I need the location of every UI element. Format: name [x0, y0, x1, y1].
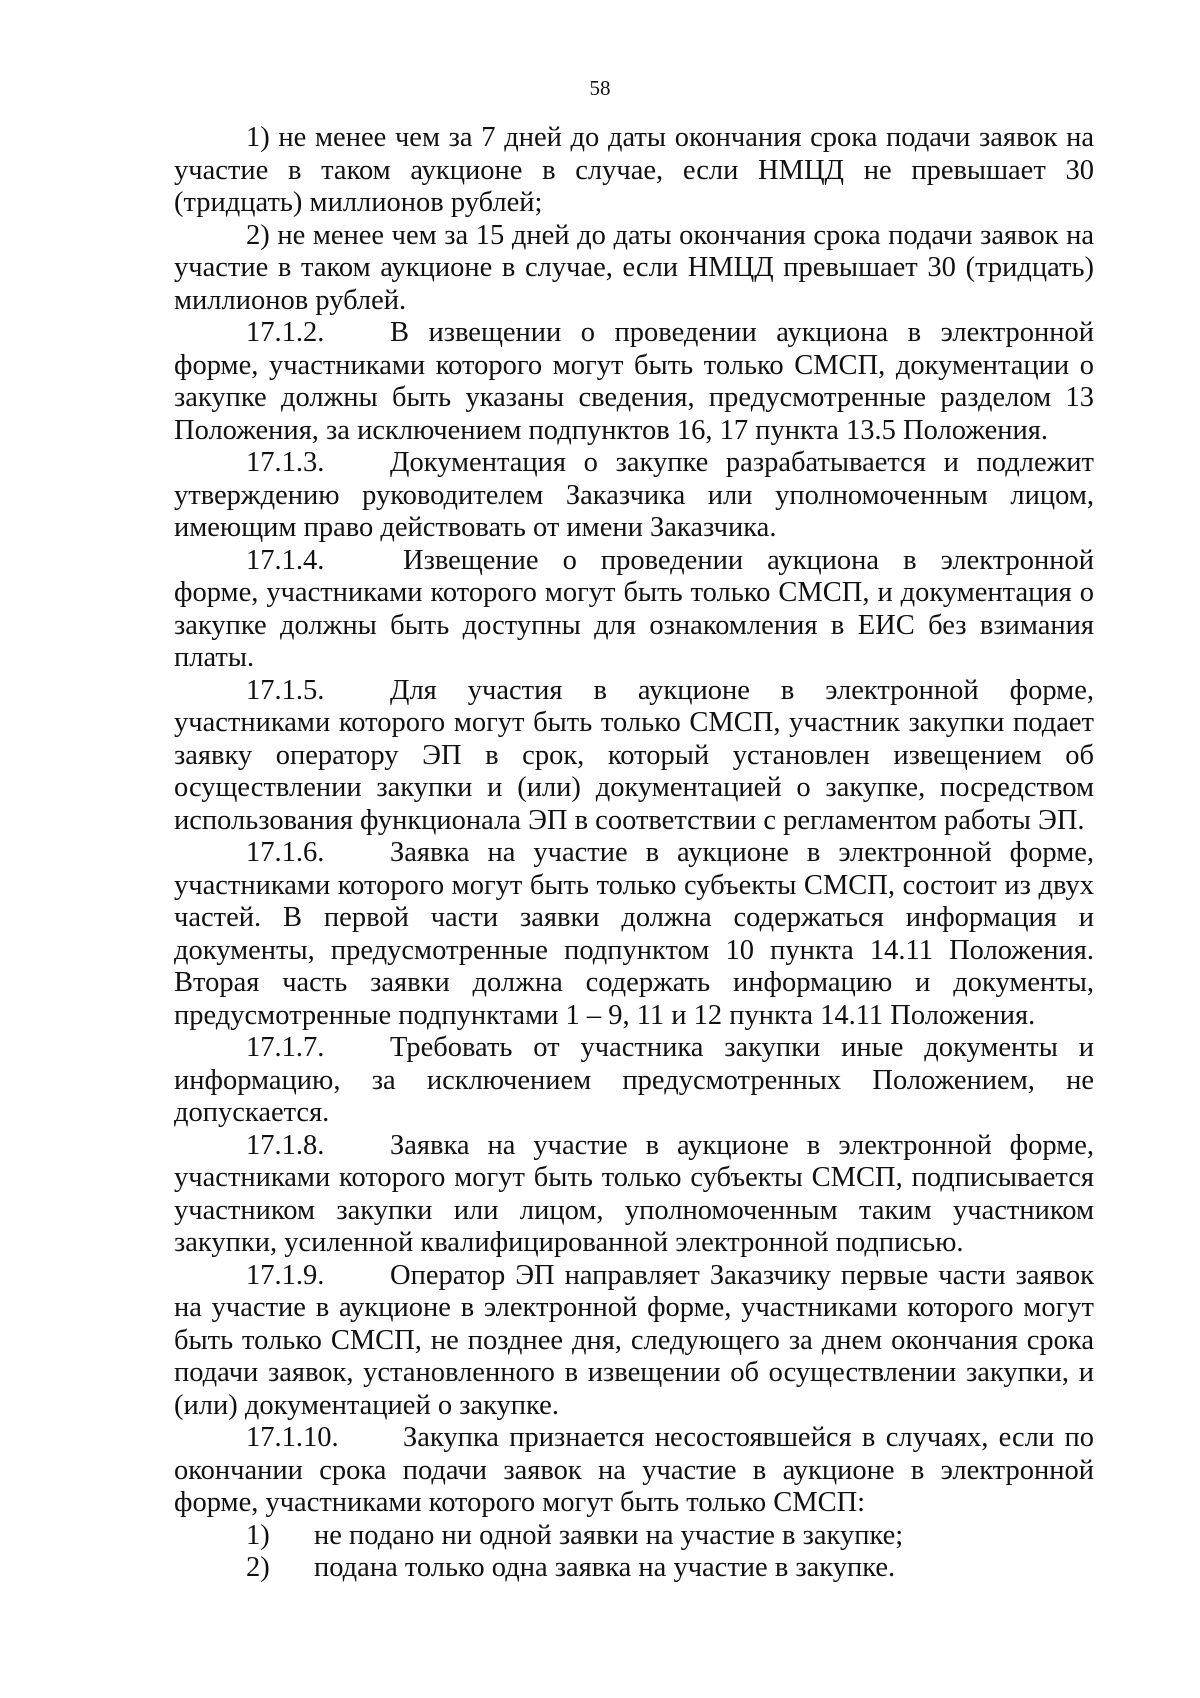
list-item [174, 1552, 1094, 1585]
document-body [174, 122, 1094, 1585]
clause-17-1-7 [174, 1032, 1094, 1130]
page-number: 58 [589, 76, 611, 100]
clause-17-1-6 [174, 837, 1094, 1032]
clause-text: Для участия в аукционе в электронной форме, участниками которого могут быть только СМСП, участник закупки подает заявку оператору ЭП в срок, который установлен извещением об осуществлении закупки и (или) документацией о закупке, посредством использования функционала ЭП в соответствии с регламентом работы ЭП. [174, 674, 1094, 836]
clause-17-1-5 [174, 675, 1094, 838]
clause-number: 17.1.8. [246, 1129, 325, 1161]
clause-text: В извещении о проведении аукциона в электронной форме, участниками которого могут быть только СМСП, документации о закупке должны быть указаны сведения, предусмотренные разделом 13 Положения, за исключением подпунктов 16, 17 пункта 13.5 Положения. [174, 317, 1094, 446]
clause-text: Оператор ЭП направляет Заказчику первые части заявок на участие в аукционе в электронной форме, участниками которого могут быть только СМСП, не позднее дня, следующего за днем окончания срока подачи заявок, установленного в извещении об осуществлении закупки, и (или) документацией о закупке. [174, 1259, 1094, 1421]
clause-number: 17.1.2. [246, 317, 325, 348]
list-item-number: 2) [246, 1552, 270, 1583]
clause-number: 17.1.9. [246, 1259, 325, 1291]
clause-17-1-10 [174, 1422, 1094, 1520]
list-item-text: подана только одна заявка на участие в закупке. [314, 1552, 896, 1583]
clause-number: 17.1.10. [246, 1422, 339, 1453]
paragraph-2: 2) не менее чем за 15 дней до даты окончания срока подачи заявок на участие в таком аукционе в случае, если НМЦД превышает 30 (тридцать) миллионов рублей. [174, 219, 1094, 316]
clause-text: Требовать от участника закупки иные документы и информацию, за исключением предусмотренных Положением, не допускается. [174, 1032, 1094, 1128]
clause-17-1-2 [174, 317, 1094, 447]
clause-text: Извещение о проведении аукциона в электронной форме, участниками которого могут быть только СМСП, и документация о закупке должны быть доступны для ознакомления в ЕИС без взимания платы. [174, 544, 1094, 673]
list-item-text: не подано ни одной заявки на участие в закупке; [314, 1519, 904, 1551]
clause-text: Закупка признается несостоявшейся в случаях, если по окончании срока подачи заявок на участие в аукционе в электронной форме, участниками которого могут быть только СМСП: [174, 1422, 1094, 1518]
clause-number: 17.1.5. [246, 674, 325, 706]
list-item [174, 1520, 1094, 1553]
clause-text: Документация о закупке разрабатывается и подлежит утверждению руководителем Заказчика или уполномоченным лицом, имеющим право действовать от имени Заказчика. [174, 447, 1094, 543]
clause-text: Заявка на участие в аукционе в электронной форме, участниками которого могут быть только субъекты СМСП, состоит из двух частей. В первой части заявки должна содержаться информация и документы, предусмотренные подпунктом 10 пункта 14.11 Положения. Вторая часть заявки должна содержать информацию и документы, предусмотренные подпунктами 1 – 9, 11 и 12 пункта 14.11 Положения. [174, 837, 1094, 1031]
clause-17-1-8 [174, 1130, 1094, 1260]
clause-17-1-4 [174, 545, 1094, 675]
clause-17-1-3 [174, 447, 1094, 545]
paragraph-1: 1) не менее чем за 7 дней до даты окончания срока подачи заявок на участие в таком аукционе в случае, если НМЦД не превышает 30 (тридцать) миллионов рублей; [174, 122, 1094, 218]
clause-number: 17.1.4. [246, 544, 325, 576]
clause-text: Заявка на участие в аукционе в электронной форме, участниками которого могут быть только субъекты СМСП, подписывается участником закупки или лицом, уполномоченным таким участником закупки, усиленной квалифицированной электронной подписью. [174, 1129, 1094, 1258]
clause-number: 17.1.6. [246, 837, 325, 868]
clause-number: 17.1.7. [246, 1032, 325, 1063]
clause-17-1-9 [174, 1260, 1094, 1423]
list-item-number: 1) [246, 1519, 270, 1551]
clause-number: 17.1.3. [246, 447, 325, 478]
